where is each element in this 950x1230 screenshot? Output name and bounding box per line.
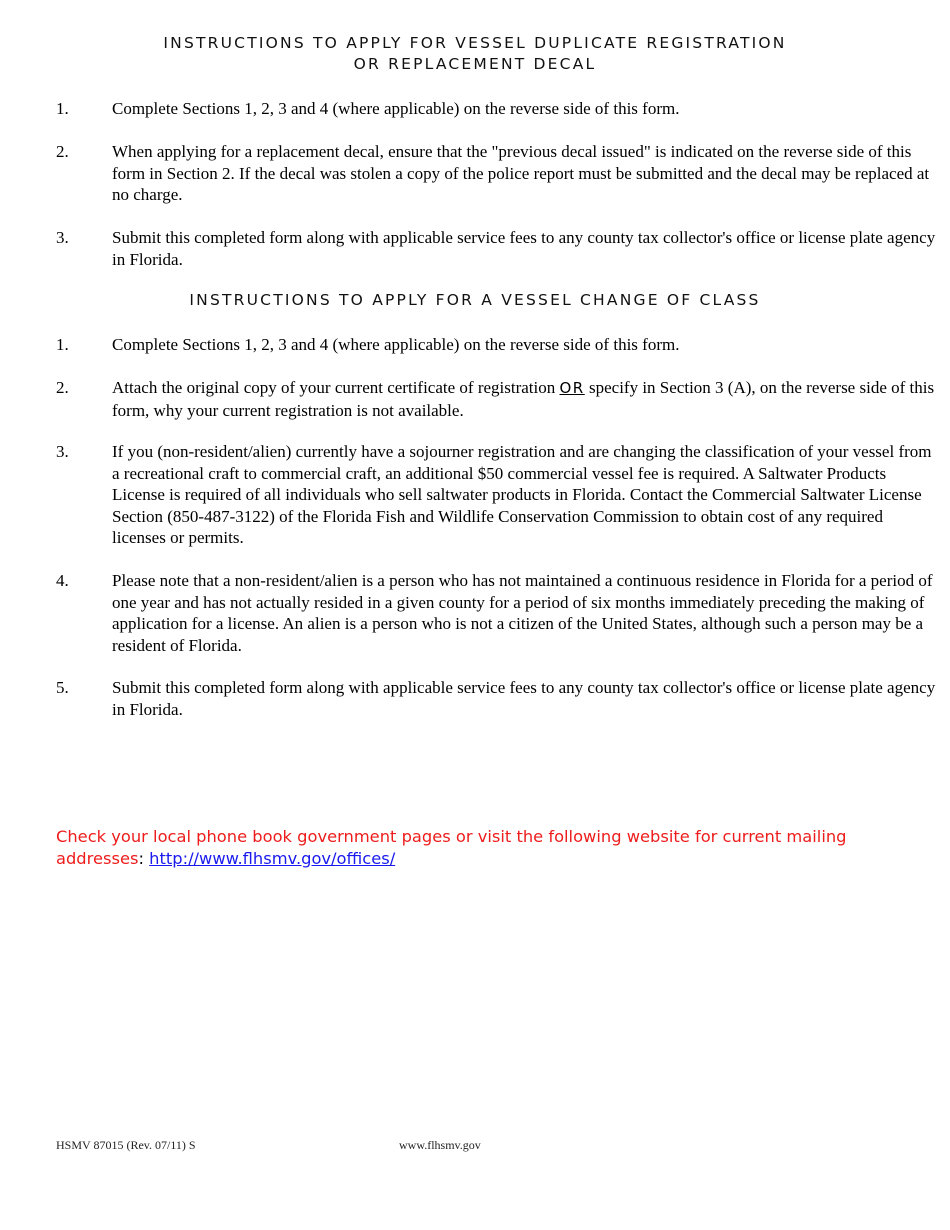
item-text	[112, 377, 936, 421]
or-emphasis: OR	[559, 379, 585, 397]
item-number: 3.	[56, 228, 69, 247]
change-of-class-heading	[0, 290, 950, 311]
item-text-before: Attach the original copy of your current certificate of registration	[112, 378, 560, 397]
item-text: Please note that a non-resident/alien is a person who has not maintained a continuous residence in Florida for a period of one year and has not actually resided in a given county for a period of six months immediately preceding the making of application for a license. An alien is a person who is not a citizen of the United States, although such a person may be a resident of Florida.	[112, 571, 933, 655]
form-id: HSMV 87015 (Rev. 07/11) S	[56, 1138, 196, 1152]
item-text: When applying for a replacement decal, ensure that the "previous decal issued" is indicated on the reverse side of this form in Section 2. If the decal was stolen a copy of the police report must be submitted and the decal may be replaced at no charge.	[112, 142, 930, 204]
heading-line-2: OR REPLACEMENT DECAL	[353, 55, 597, 73]
list-item	[56, 570, 936, 656]
list-item	[56, 227, 936, 270]
item-number: 5.	[56, 678, 69, 697]
item-number: 1.	[56, 335, 69, 354]
notice-separator: :	[138, 848, 144, 868]
item-text-after: specify in Section 3 (A), on the reverse side of this form, why your current registration is not available.	[112, 378, 935, 420]
duplicate-registration-heading	[0, 33, 950, 75]
item-text: Complete Sections 1, 2, 3 and 4 (where applicable) on the reverse side of this form.	[112, 99, 680, 118]
list-item	[56, 677, 936, 720]
item-number: 4.	[56, 571, 69, 590]
item-text: If you (non-resident/alien) currently have a sojourner registration and are changing the classification of your vessel from a recreational craft to commercial craft, an additional $50 commercial vessel fee is required. A Saltwater Products License is required of all individuals who sell saltwater products in Florida. Contact the Commercial Saltwater License Section (850-487-3122) of the Florida Fish and Wildlife Conservation Commission to obtain cost of any required licenses or permits.	[112, 442, 932, 547]
notice-text: Check your local phone book government pages or visit the following website for current mailing addresses	[56, 827, 847, 868]
item-number: 2.	[56, 378, 69, 397]
mailing-address-notice	[56, 826, 896, 869]
footer-website: www.flhsmv.gov	[399, 1138, 481, 1152]
heading-line: INSTRUCTIONS TO APPLY FOR A VESSEL CHANGE OF CLASS	[189, 291, 761, 309]
item-number: 2.	[56, 142, 69, 161]
item-text: Submit this completed form along with applicable service fees to any county tax collector's office or license plate agency in Florida.	[112, 228, 936, 269]
item-number: 1.	[56, 99, 69, 118]
list-item	[56, 141, 936, 206]
list-item	[56, 441, 936, 549]
offices-link[interactable]: http://www.flhsmv.gov/offices/	[149, 848, 396, 868]
list-item	[56, 98, 936, 120]
list-item	[56, 377, 936, 421]
item-number: 3.	[56, 442, 69, 461]
item-text: Submit this completed form along with applicable service fees to any county tax collector's office or license plate agency in Florida.	[112, 678, 936, 719]
list-item	[56, 334, 936, 356]
heading-line-1: INSTRUCTIONS TO APPLY FOR VESSEL DUPLICATE REGISTRATION	[163, 34, 787, 52]
item-text: Complete Sections 1, 2, 3 and 4 (where applicable) on the reverse side of this form.	[112, 335, 680, 354]
